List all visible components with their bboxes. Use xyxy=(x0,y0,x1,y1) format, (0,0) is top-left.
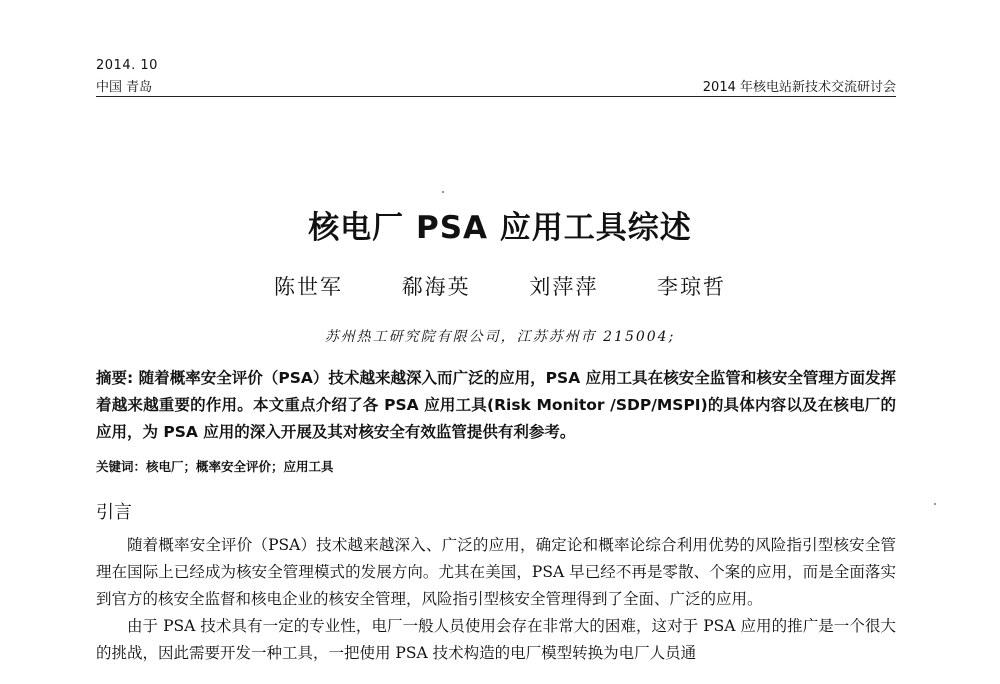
paper-title: 核电厂 PSA 应用工具综述 xyxy=(308,210,692,246)
author-list xyxy=(0,271,1000,301)
paragraph: 由于 PSA 技术具有一定的专业性，电厂一般人员使用会存在非常大的困难，这对于 PSA 应用的推广是一个很大的挑战，因此需要开发一种工具，一把使用 PSA 技术构造的电厂模型转换为电厂人员通 xyxy=(96,617,896,662)
author: 陈世军 xyxy=(273,275,343,299)
author: 李琼哲 xyxy=(657,275,727,299)
scan-speck xyxy=(442,191,444,193)
abstract xyxy=(96,365,896,446)
author: 郗海英 xyxy=(401,275,471,299)
author: 刘萍萍 xyxy=(529,275,599,299)
keywords: 关键词：核电厂；概率安全评价；应用工具 xyxy=(96,459,334,474)
header-date: 2014. 10 xyxy=(96,58,158,73)
body-text xyxy=(96,532,896,667)
abstract-text: 随着概率安全评价（PSA）技术越来越深入而广泛的应用，PSA 应用工具在核安全监管和核安全管理方面发挥着越来越重要的作用。本文重点介绍了各 PSA 应用工具(Risk Monitor /SDP/MSPI)的具体内容以及在核电厂的应用，为 PSA 应用的深入开展及其对核安全有效监管提供有利参考。 xyxy=(96,369,896,441)
scan-speck xyxy=(934,503,936,505)
section-heading: 引言 xyxy=(96,502,132,523)
affiliation: 苏州热工研究院有限公司，江苏苏州市 215004; xyxy=(324,329,676,345)
header-conference: 2014 年核电站新技术交流研讨会 xyxy=(702,80,896,95)
abstract-label: 摘要: xyxy=(96,369,134,387)
header-rule xyxy=(96,96,896,97)
paragraph: 随着概率安全评价（PSA）技术越来越深入、广泛的应用，确定论和概率论综合利用优势的风险指引型核安全管理在国际上已经成为核安全管理模式的发展方向。尤其在美国，PSA 早已经不再是零散、个案的应用，而是全面落实到官方的核安全监督和核电企业的核安全管理，风险指引型核安全管理得到了全面、广泛的应用。 xyxy=(96,536,896,608)
header-place: 中国 青岛 xyxy=(96,80,153,95)
